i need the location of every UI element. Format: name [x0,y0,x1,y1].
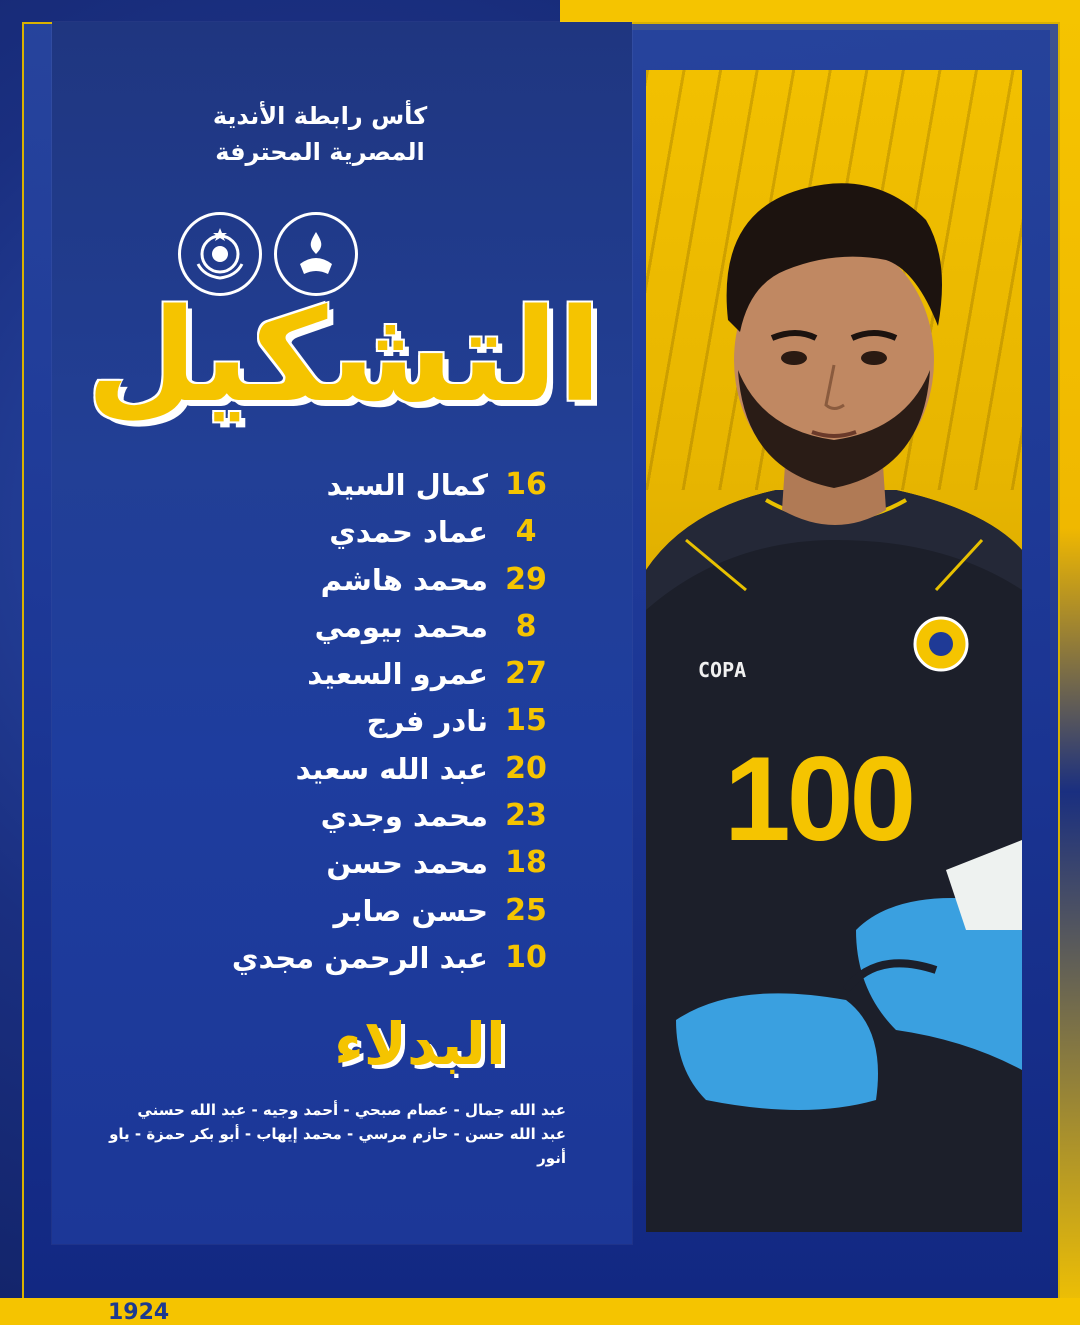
goalkeeper-photo [646,70,1022,1232]
substitutes-title: البدلاء [334,1010,506,1078]
player-name: عبد الرحمن مجدي [231,940,488,975]
player-number: 4 [515,514,537,550]
player-name: عبد الله سعيد [295,751,488,786]
lineup-row [200,935,560,982]
player-name: عماد حمدي [329,515,488,550]
lineup-row [200,888,560,935]
substitutes-line1: عبد الله جمال - عصام صبحي - أحمد وجيه - عبد الله حسني [137,1101,566,1119]
player-name: محمد بيومي [314,609,488,644]
league-title [150,98,490,170]
lineup-title: التشكيل [86,282,602,431]
substitutes-list [80,1098,566,1170]
player-number: 16 [505,467,547,502]
player-number: 20 [505,750,547,786]
player-number: 27 [505,656,547,692]
player-number: 10 [505,939,547,975]
player-name: محمد وجدي [320,799,488,834]
player-name: حسن صابر [333,893,488,928]
player-name: كمال السيد [326,468,488,502]
lineup-row [200,793,560,840]
league-title-line2: المصرية المحترفة [215,138,425,166]
lineup-row [200,746,560,793]
player-number: 15 [505,703,547,739]
player-name: نادر فرج [366,704,488,739]
shirt-number: 100 [724,732,913,866]
player-number: 23 [505,798,547,834]
sponsor-logo: COPA [698,658,747,682]
footer-year: 1924 [108,1300,170,1325]
player-photo-card [646,70,1022,1232]
player-name: عمرو السعيد [307,657,488,692]
player-number: 29 [505,561,547,597]
player-name: محمد هاشم [320,562,488,597]
player-number: 25 [505,892,547,928]
lineup-row [200,840,560,887]
league-title-line1: كأس رابطة الأندية [212,102,428,130]
lineup-row [200,651,560,698]
lineup-row [200,604,560,651]
player-number: 18 [505,845,547,881]
substitutes-line2: عبد الله حسن - حازم مرسي - محمد إيهاب - أبو بكر حمزة - ياو أنور [109,1125,566,1167]
lineup-row [200,557,560,604]
lineup-row [200,462,560,509]
player-name: محمد حسن [326,846,488,881]
player-number: 8 [515,608,537,644]
lineup-list [200,462,560,982]
lineup-row [200,698,560,745]
lineup-row [200,509,560,556]
